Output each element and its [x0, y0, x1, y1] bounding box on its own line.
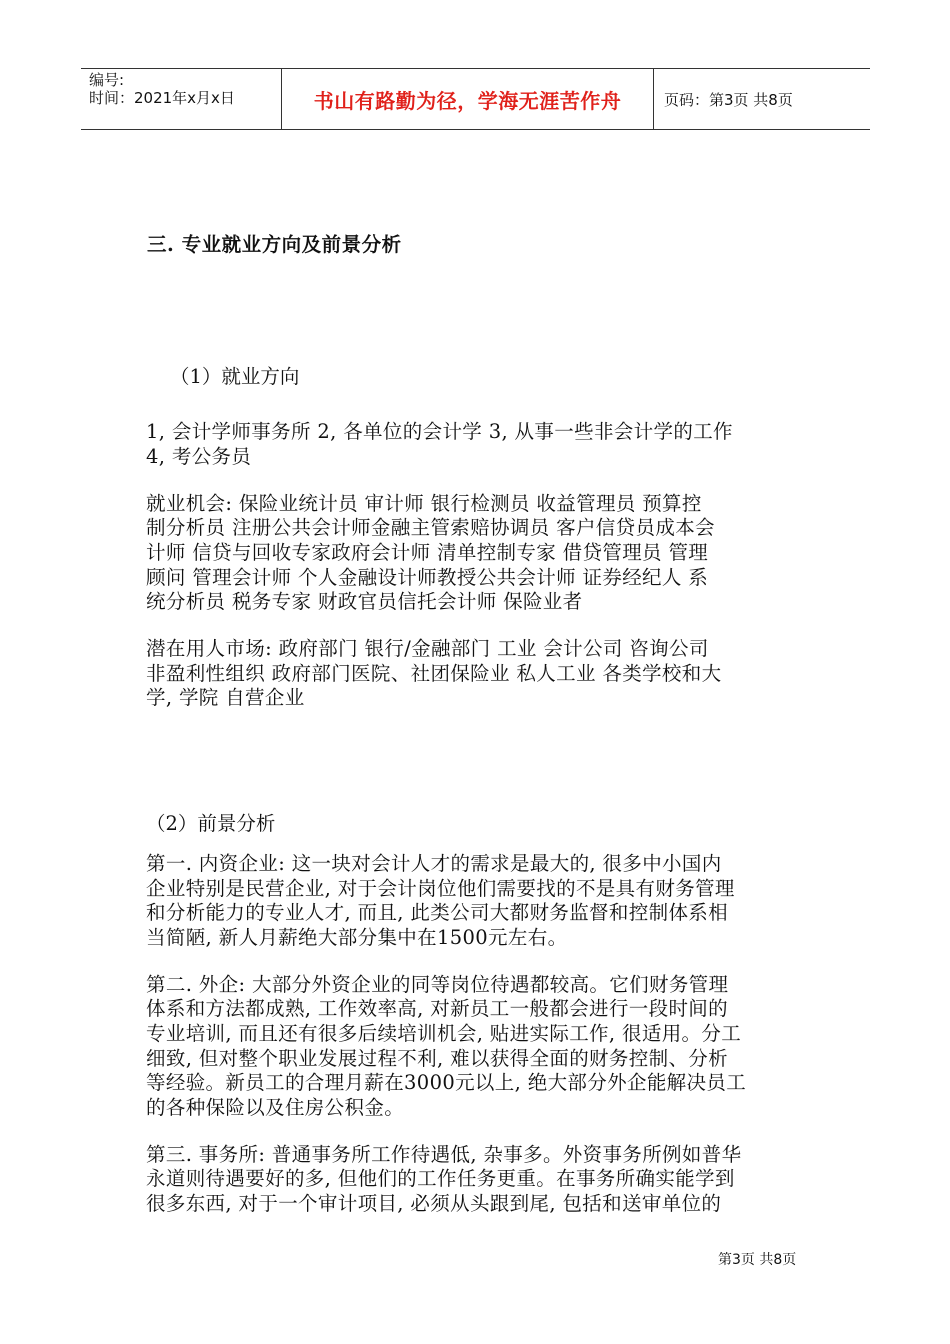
market-line: 非盈利性组织 政府部门医院、社团保险业 私人工业 各类学校和大 — [146, 662, 722, 685]
paragraph-line: 第三. 事务所: 普通事务所工作待遇低, 杂事多。外资事务所例如普华 — [146, 1143, 742, 1166]
number-label: 编号: — [89, 71, 125, 89]
header-meta — [81, 69, 281, 129]
page-footer: 第3页 共8页 — [718, 1252, 797, 1268]
direction-line: 4, 考公务员 — [146, 445, 252, 468]
paragraph-line: 等经验。新员工的合理月薪在3000元以上, 绝大部分外企能解决员工 — [146, 1071, 747, 1094]
paragraph-line: 和分析能力的专业人才, 而且, 此类公司大都财务监督和控制体系相 — [146, 901, 728, 924]
paragraph-line: 当简陋, 新人月薪绝大部分集中在1500元左右。 — [146, 926, 568, 949]
header-page-cell — [654, 69, 870, 129]
paragraph-line: 细致, 但对整个职业发展过程不利, 难以获得全面的财务控制、分析 — [146, 1047, 728, 1070]
paragraph-line: 体系和方法都成熟, 工作效率高, 对新员工一般都会进行一段时间的 — [146, 997, 728, 1020]
direction-line: 1, 会计学师事务所 2, 各单位的会计学 3, 从事一些非会计学的工作 — [146, 420, 733, 443]
opportunity-line: 统分析员 税务专家 财政官员信托会计师 保险业者 — [146, 590, 583, 613]
opportunity-line: 顾问 管理会计师 个人金融设计师教授公共会计师 证券经纪人 系 — [146, 566, 709, 589]
paragraph-line: 永道则待遇要好的多, 但他们的工作任务更重。在事务所确实能学到 — [146, 1167, 735, 1190]
paragraph-line: 的各种保险以及住房公积金。 — [146, 1096, 405, 1119]
paragraph-line: 很多东西, 对于一个审计项目, 必须从头跟到尾, 包括和送审单位的 — [146, 1192, 722, 1215]
paragraph-line: 第二. 外企: 大部分外资企业的同等岗位待遇都较高。它们财务管理 — [146, 973, 729, 996]
market-line: 学, 学院 自营企业 — [146, 686, 305, 709]
page-header — [81, 68, 870, 130]
opportunity-line: 就业机会: 保险业统计员 审计师 银行检测员 收益管理员 预算控 — [146, 492, 702, 515]
subheading-employment-direction: （1）就业方向 — [170, 365, 300, 388]
opportunity-line: 计师 信贷与回收专家政府会计师 清单控制专家 借贷管理员 管理 — [146, 541, 709, 564]
paragraph-line: 专业培训, 而且还有很多后续培训机会, 贴进实际工作, 很适用。分工 — [146, 1022, 742, 1045]
section-title: 三. 专业就业方向及前景分析 — [147, 233, 402, 256]
paragraph-line: 第一. 内资企业: 这一块对会计人才的需求是最大的, 很多中小国内 — [146, 852, 722, 875]
header-motto-cell — [281, 69, 654, 129]
market-line: 潜在用人市场: 政府部门 银行/金融部门 工业 会计公司 咨询公司 — [146, 637, 709, 660]
opportunity-line: 制分析员 注册公共会计师金融主管索赔协调员 客户信贷员成本会 — [146, 516, 715, 539]
time-label: 时间：2021年x月x日 — [89, 89, 235, 107]
subheading-prospect-analysis: （2）前景分析 — [146, 812, 276, 835]
page-code: 页码：第3页 共8页 — [664, 90, 793, 109]
motto: 书山有路勤为径，学海无涯苦作舟 — [313, 88, 622, 113]
paragraph-line: 企业特别是民营企业, 对于会计岗位他们需要找的不是具有财务管理 — [146, 877, 735, 900]
